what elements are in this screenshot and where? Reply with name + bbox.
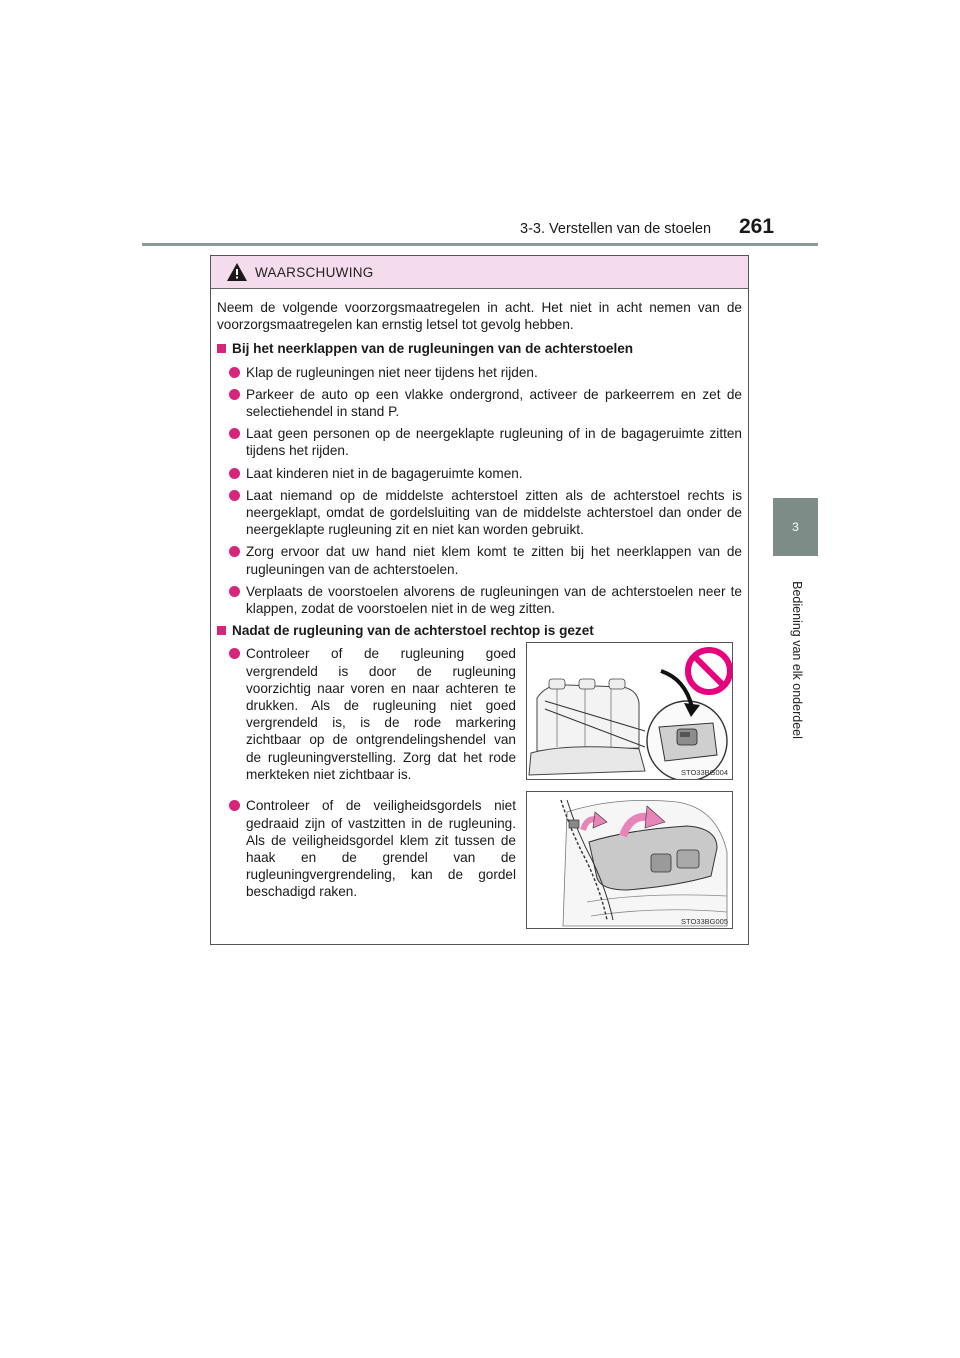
warning-triangle-icon [226,262,248,282]
seat-lock-figure [526,642,733,780]
list-item: Zorg ervoor dat uw hand niet klem komt te zitten bij het neerklappen van de rugleuningen van de achterstoelen. [229,543,742,577]
warning-header [211,256,748,289]
list-item: Controleer of de veiligheidsgordels niet gedraaid zijn of vastzitten in de rugleuning. Als de veiligheidsgordel klem zit tussen de haak en de grendel van de rugleuningvergrendeling, kan de gordel beschadigd raken. [217,797,742,937]
bullet-icon [229,367,240,378]
bullet-icon [229,490,240,501]
section-title-upright: Nadat de rugleuning van de achterstoel rechtop is gezet [217,622,742,639]
bullet-icon [229,468,240,479]
warning-title: WAARSCHUWING [255,264,374,280]
chapter-label: Bediening van elk onderdeel [790,581,804,739]
bullet-icon [229,648,240,659]
warning-intro: Neem de volgende voorzorgsmaatregelen in acht. Het niet in acht nemen van de voorzorgsmaatregelen kan ernstig letsel tot gevolg hebben. [217,300,742,333]
figure-code: STO33BG005 [681,917,728,926]
bullet-icon [229,428,240,439]
bullet-icon [229,800,240,811]
chapter-tab: 3 [773,498,818,556]
list-item: Laat kinderen niet in de bagageruimte komen. [229,465,742,482]
prohibition-icon [688,650,730,692]
warning-box [210,255,749,945]
square-bullet-icon [217,344,226,353]
bullet-icon [229,389,240,400]
list-item: Parkeer de auto op een vlakke ondergrond, activeer de parkeerrem en zet de selectiehendel in stand P. [229,386,742,420]
page-number: 261 [739,215,775,238]
square-bullet-icon [217,626,226,635]
list-item: Controleer of de rugleuning goed vergrendeld is door de rugleuning voorzichtig naar voren en naar achteren te drukken. Als de rugleuning niet goed vergrendeld is, is de rode markering zichtbaar op de ontgrendelingshendel van de rugleuningverstelling. Zorg dat het rode merkteken niet zichtbaar is. [217,645,742,787]
list-item: Klap de rugleuningen niet neer tijdens het rijden. [229,364,742,381]
bullet-icon [229,546,240,557]
header-rule [142,243,818,246]
folding-precautions-list [217,364,742,618]
header-title: 3-3. Verstellen van de stoelen [520,221,712,237]
list-item: Laat geen personen op de neergeklapte rugleuning of in de bagageruimte zitten tijdens het rijden. [229,425,742,459]
section-title-folding: Bij het neerklappen van de rugleuningen van de achterstoelen [217,340,742,357]
seat-belt-figure [526,791,733,929]
bullet-icon [229,586,240,597]
list-item: Verplaats de voorstoelen alvorens de rugleuningen van de achterstoelen neer te klappen, zodat de voorstoelen niet in de weg zitten. [229,583,742,617]
figure-code: STO33BG004 [681,768,728,777]
list-item: Laat niemand op de middelste achterstoel zitten als de achterstoel rechts is neergeklapt, omdat de gordelsluiting van de middelste achterstoel dan onder de neergeklapte rugleuning zit en niet kan worden gebruikt. [229,487,742,539]
